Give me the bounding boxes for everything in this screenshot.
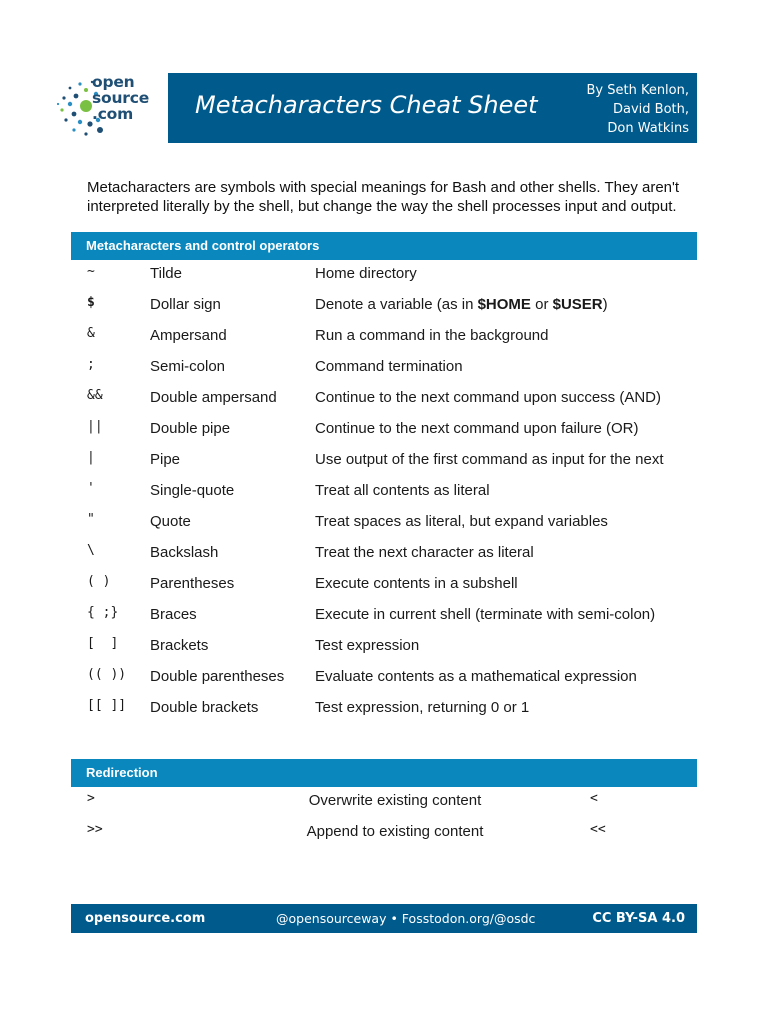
symbol-cell: > [87,791,95,806]
symbol-cell-secondary: < [590,791,598,806]
description-cell: Run a command in the background [315,327,549,344]
author-line-1: By Seth Kenlon, [586,83,689,98]
section-header-metacharacters [71,232,697,260]
description-cell: Continue to the next command upon success (AND) [315,389,662,406]
symbol-cell: ' [87,481,95,496]
table-row [71,262,697,293]
table-row [71,510,697,541]
name-cell: Backslash [150,544,219,561]
name-cell: Double pipe [150,420,231,437]
symbol-cell: " [87,512,95,527]
symbol-cell: & [87,326,95,341]
description-cell: Execute contents in a subshell [315,575,518,592]
description-cell: Continue to the next command upon failure (OR) [315,420,639,437]
name-cell: Parentheses [150,575,235,592]
symbol-cell: $ [87,295,95,310]
description-cell: Evaluate contents as a mathematical expression [315,668,637,685]
table-row [71,634,697,665]
description-cell [315,296,608,313]
metacharacters-table [71,262,697,727]
page-title: Metacharacters Cheat Sheet [195,91,538,119]
description-cell: Test expression, returning 0 or 1 [315,699,530,716]
description-cell: Home directory [315,265,417,282]
symbol-cell: \ [87,543,95,558]
title-banner [168,73,697,143]
symbol-cell: ( ) [87,574,111,589]
symbol-cell: >> [87,822,103,837]
section-heading: Metacharacters and control operators [86,238,320,253]
table-row [71,479,697,510]
table-row [71,448,697,479]
table-row [71,386,697,417]
intro-paragraph: Metacharacters are symbols with special meanings for Bash and other shells. They aren't interpreted literally by the shell, but change the way the shell processes input and output. [87,179,680,215]
symbol-cell: [ ] [87,636,119,651]
author-line-2: David Both, [612,102,689,117]
name-cell: Quote [150,513,191,530]
name-cell: Pipe [150,451,181,468]
symbol-cell-secondary: << [590,822,606,837]
table-row [71,603,697,634]
name-cell: Single-quote [150,482,235,499]
symbol-cell: | [87,450,95,465]
name-cell: Ampersand [150,327,227,344]
table-row [71,572,697,603]
table-row [71,696,697,727]
name-cell: Dollar sign [150,296,221,313]
desc-bold-home: $HOME [477,296,531,313]
description-cell: Append to existing content [306,823,484,840]
symbol-cell: [[ ]] [87,698,127,713]
description-cell: Overwrite existing content [308,792,482,809]
redirection-table [71,789,697,851]
section-heading: Redirection [86,765,158,780]
table-row [71,541,697,572]
name-cell: Semi-colon [150,358,226,375]
description-cell: Command termination [315,358,463,375]
description-cell: Use output of the first command as input for the next [315,451,664,468]
name-cell: Double parentheses [150,668,285,685]
description-cell: Treat spaces as literal, but expand variables [315,513,608,530]
author-line-3: Don Watkins [607,121,689,136]
symbol-cell: (( )) [87,667,127,682]
logo-wordmark [92,74,149,122]
symbol-cell: && [87,388,103,403]
name-cell: Brackets [150,637,209,654]
footer-license: CC BY-SA 4.0 [592,911,685,926]
desc-text: Denote a variable (as in [315,296,478,313]
table-row [71,665,697,696]
name-cell: Double ampersand [150,389,277,406]
table-row [71,820,697,851]
logo-line-2: source [92,89,150,107]
footer-bar [71,904,697,933]
table-row [71,324,697,355]
description-cell: Execute in current shell (terminate with semi-colon) [315,606,656,623]
logo-line-1: open [92,73,135,91]
symbol-cell: ~ [87,264,95,279]
desc-text: or [530,296,553,313]
table-row [71,355,697,386]
symbol-cell: ; [87,357,95,372]
name-cell: Braces [150,606,197,623]
desc-text: ) [602,296,608,313]
symbol-cell: || [87,419,103,434]
description-cell: Treat all contents as literal [315,482,490,499]
footer-site-link[interactable]: opensource.com [85,911,206,926]
name-cell: Tilde [150,265,182,282]
table-row [71,293,697,324]
name-cell: Double brackets [150,699,259,716]
section-header-redirection [71,759,697,787]
logo-line-3: .com [92,105,134,123]
footer-social-links[interactable]: @opensourceway • Fosstodon.org/@osdc [276,911,536,926]
symbol-cell: { ;} [87,605,119,620]
table-row [71,417,697,448]
desc-bold-user: $USER [552,296,603,313]
table-row [71,789,697,820]
description-cell: Test expression [315,637,420,654]
authors [586,81,689,138]
description-cell: Treat the next character as literal [315,544,534,561]
